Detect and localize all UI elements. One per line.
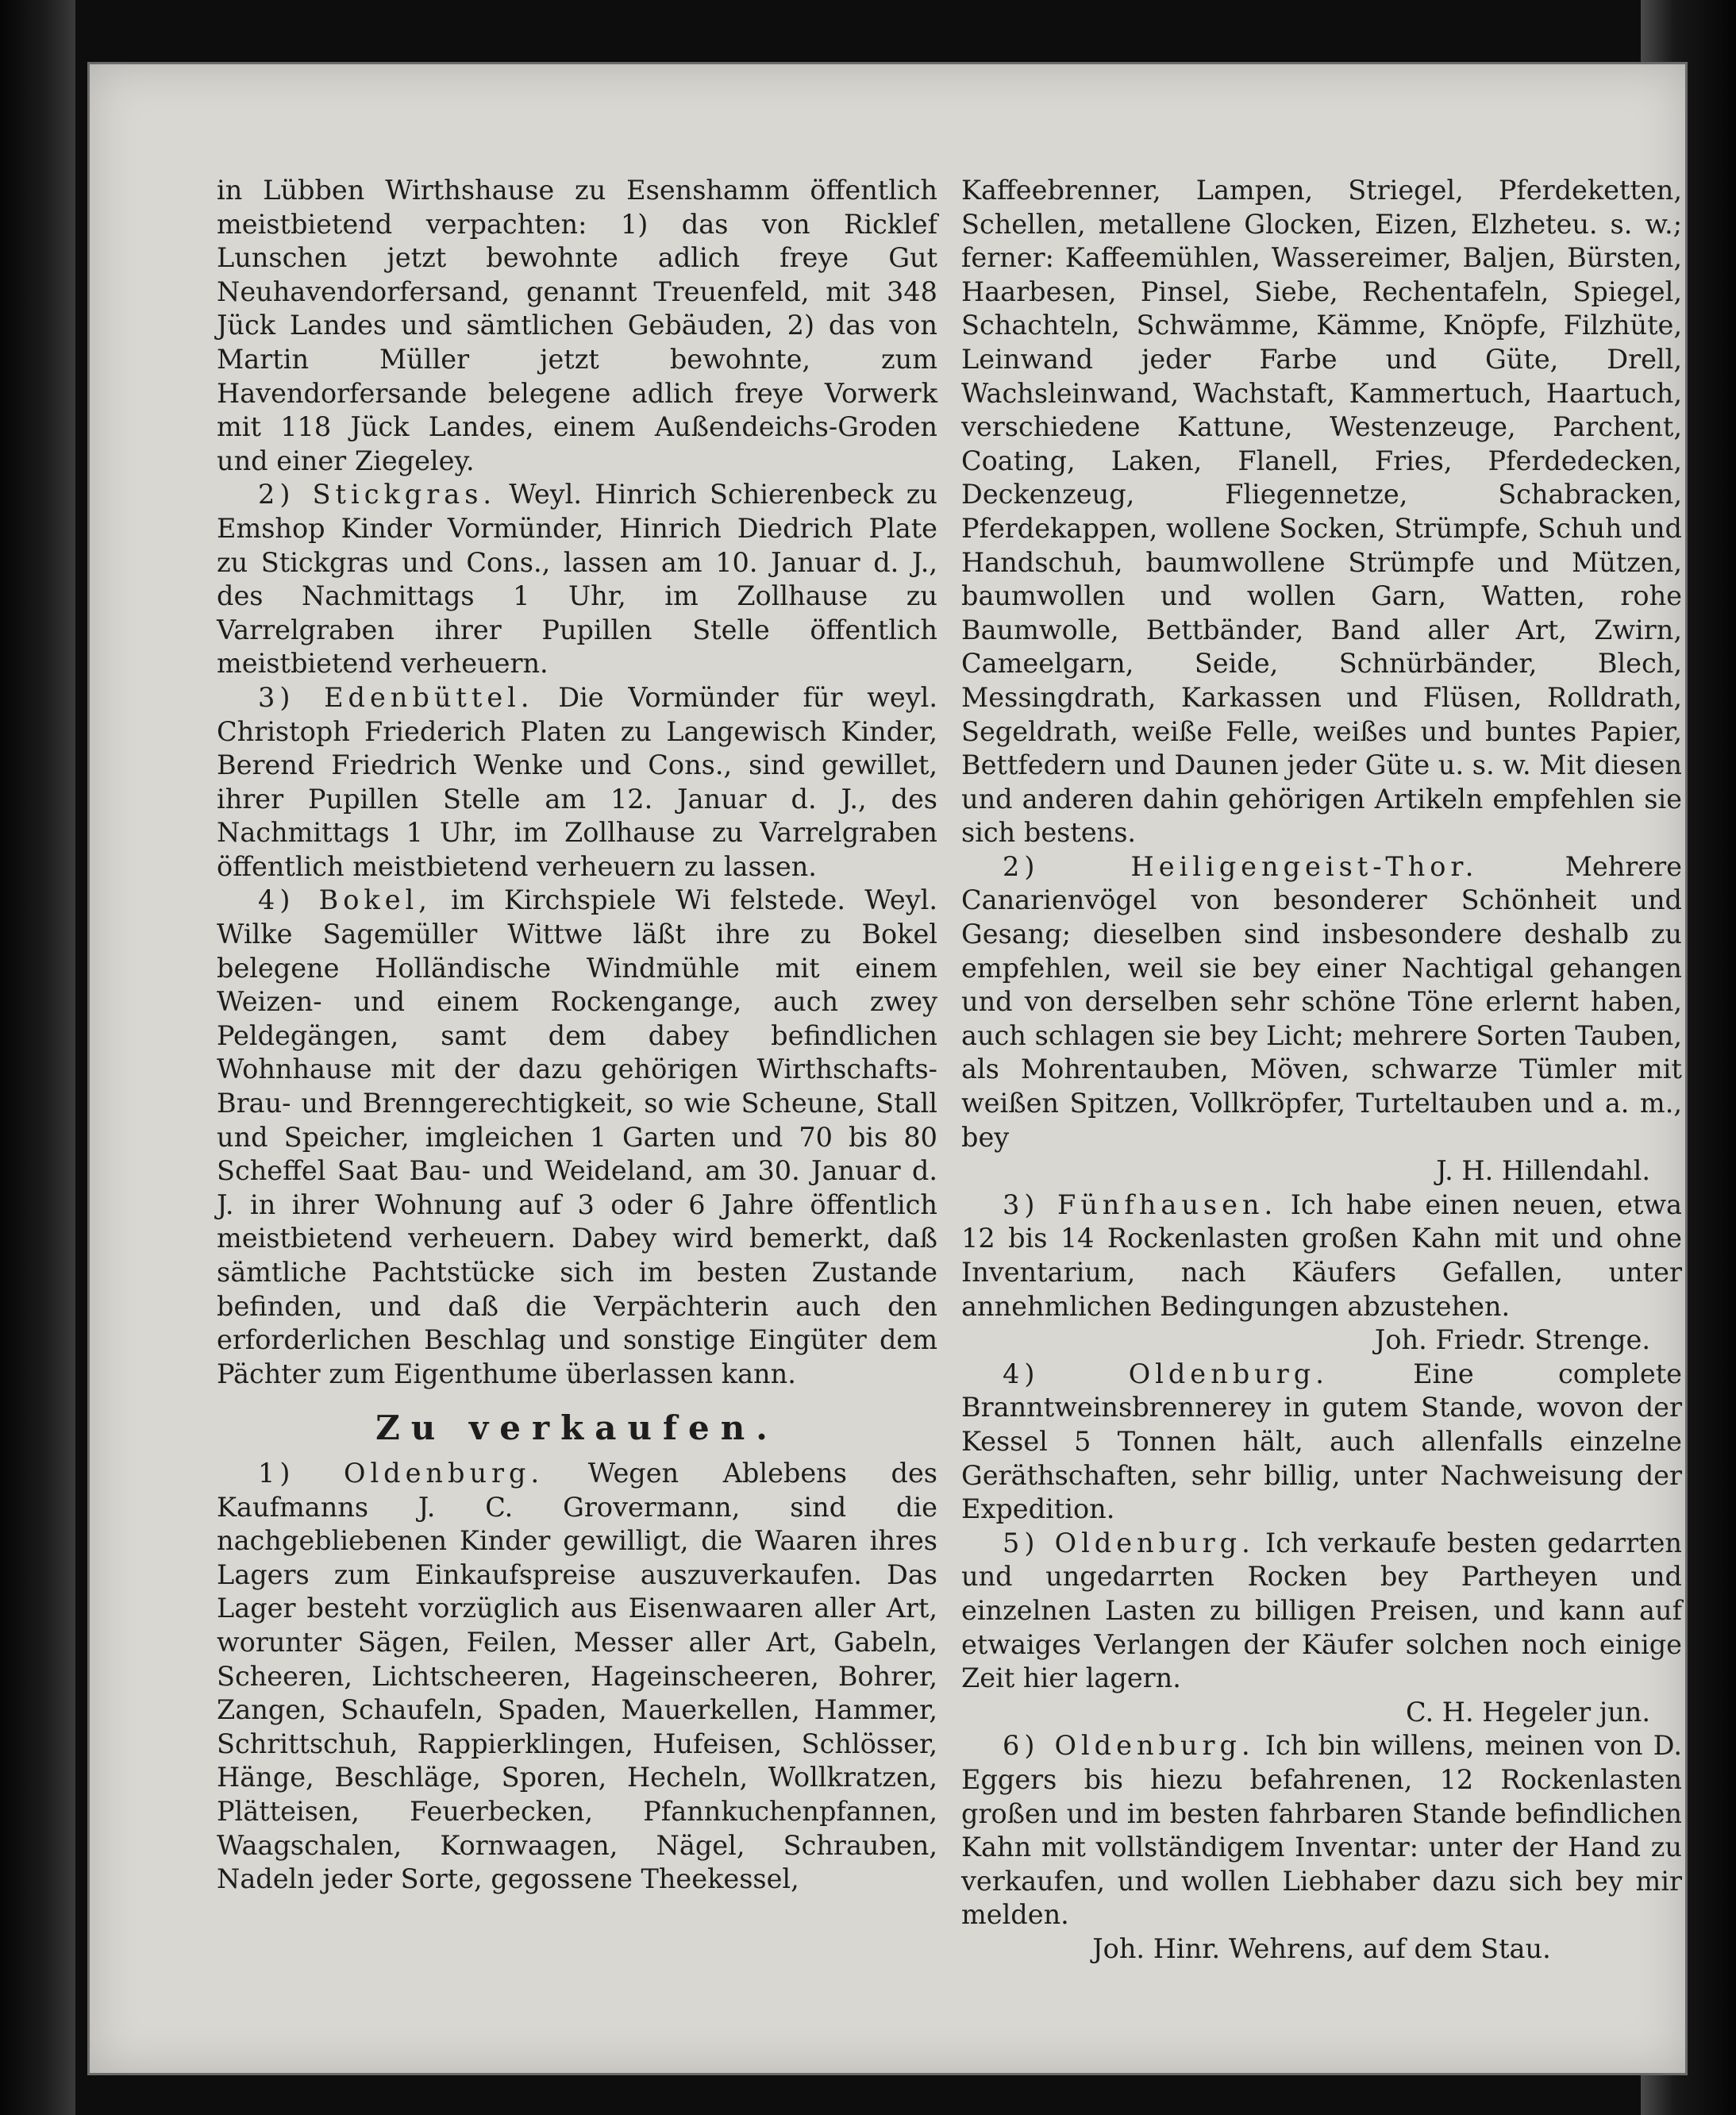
notice-stickgras [217,478,937,681]
sale-oldenburg-1-text: Wegen Ablebens des Kaufmanns J. C. Grovermann, sind die nachgebliebenen Kinder gewilligt, die Waaren ihres Lagers zum Einkaufspreise auszuverkaufen. Das Lager besteht vorzüglich aus Eisenwaaren aller Art, worunter Sägen, Feilen, Messer aller Art, Gabeln, Scheeren, Lichtscheeren, Hageinscheeren, Bohrer, Zangen, Schaufeln, Spaden, Mauerkellen, Hammer, Schrittschuh, Rappierklingen, Hufeisen, Schlösser, Hänge, Beschläge, Sporen, Hecheln, Wollkratzen, Plätteisen, Feuerbecken, Pfannkuchenpfannen, Waagschalen, Kornwaagen, Nägel, Schrauben, Nadeln jeder Sorte, gegossene Theekessel, [217,1457,937,1895]
sale-oldenburg-1-continued: Kaffeebrenner, Lampen, Striegel, Pferdeketten, Schellen, metallene Glocken, Eizen, Elzheteu. s. w.; ferner: Kaffeemühlen, Wassereimer, Baljen, Bürsten, Haarbesen, Pinsel, Siebe, Rechentafeln, Spiegel, Schachteln, Schwämme, Kämme, Knöpfe, Filzhüte, Leinwand jeder Farbe und Güte, Drell, Wachsleinwand, Wachstaft, Kammertuch, Haartuch, verschiedene Kattune, Westenzeuge, Parchent, Coating, Laken, Flanell, Fries, Pferdedecken, Deckenzeug, Fliegennetze, Schabracken, Pferdekappen, wollene Socken, Strümpfe, Schuh und Handschuh, baumwollene Strümpfe und Mützen, baumwollen und wollen Garn, Watten, rohe Baumwolle, Bettbänder, Band aller Art, Zwirn, Cameelgarn, Seide, Schnürbänder, Blech, Messingdrath, Karkassen und Flüsen, Rolldrath, Segeldrath, weiße Felle, weißes und buntes Papier, Bettfedern und Daunen jeder Güte u. s. w. Mit diesen und anderen dahin gehörigen Artikeln empfehlen sie sich bestens. [961,175,1682,849]
sale-oldenburg-5-signature: C. H. Hegeler jun. [1406,1696,1650,1728]
sale-oldenburg-4-label: 4) Oldenburg. [1003,1358,1329,1389]
scan-background-left [0,0,75,2115]
sale-oldenburg-5 [961,1527,1682,1696]
notice-bokel-label: 4) Bokel, [258,884,432,916]
sale-fuenfhausen-signature: Joh. Friedr. Strenge. [1374,1324,1650,1356]
newspaper-page [87,62,1688,2075]
intro-paragraph: in Lübben Wirthshause zu Esenshamm öffentlich meistbietend verpachten: 1) das von Ricklef Lunschen jetzt bewohnte adlich freye Gut Neuhavendorfersand, genannt Treuenfeld, mit 348 Jück Landes und sämtlichen Gebäuden, 2) das von Martin Müller jetzt bewohnte, zum Havendorfersande belegene adlich freye Vorwerk mit 118 Jück Landes, einem Außendeichs-Groden und einer Ziegeley. [217,175,937,476]
notice-bokel [217,884,937,1391]
notice-edenbuettel-text: Die Vormünder für weyl. Christoph Friederich Platen zu Langewisch Kinder, Berend Friedrich Wenke und Cons., sind gewillet, ihrer Pupillen Stelle am 12. Januar d. J., des Nachmittags 1 Uhr, im Zollhause zu Varrelgraben öffentlich meistbietend verheuern zu lassen. [217,681,937,882]
notice-edenbuettel-label: 3) Edenbüttel. [258,681,534,713]
sale-heiligengeist [961,850,1682,1154]
notice-stickgras-text: Weyl. Hinrich Schierenbeck zu Emshop Kinder Vormünder, Hinrich Diedrich Plate zu Stickgras und Cons., lassen am 10. Januar d. J., des Nachmittags 1 Uhr, im Zollhause zu Varrelgraben ihrer Pupillen Stelle öffentlich meistbietend verheuern. [217,479,937,680]
sale-fuenfhausen [961,1188,1682,1323]
sale-heiligengeist-signature: J. H. Hillendahl. [1436,1155,1650,1187]
notice-edenbuettel [217,681,937,884]
sale-oldenburg-6-label: 6) Oldenburg. [1003,1730,1255,1762]
notice-stickgras-label: 2) Stickgras. [258,479,497,510]
sale-heiligengeist-label: 2) Heiligengeist-Thor. [1003,850,1479,882]
left-column [217,174,937,1897]
sale-oldenburg-4-text: Eine complete Branntweinsbrennerey in gutem Stande, wovon der Kessel 5 Tonnen hält, auch allenfalls einzelne Geräthschaften, sehr billig, unter Nachweisung der Expedition. [961,1358,1682,1525]
right-column [961,174,1682,1966]
section-heading-zu-verkaufen: Zu verkaufen. [375,1408,779,1448]
sale-oldenburg-5-label: 5) Oldenburg. [1003,1527,1255,1558]
sale-oldenburg-1 [217,1457,937,1897]
sale-oldenburg-1-label: 1) Oldenburg. [258,1457,545,1489]
sale-fuenfhausen-label: 3) Fünfhausen. [1003,1188,1278,1220]
sale-fuenfhausen-text: Ich habe einen neuen, etwa 12 bis 14 Rockenlasten großen Kahn mit und ohne Inventarium, nach Käufers Gefallen, unter annehmlichen Bedingungen abzustehen. [961,1188,1682,1322]
sale-oldenburg-6 [961,1729,1682,1932]
sale-oldenburg-6-text: Ich bin willens, meinen von D. Eggers bis hiezu befahrenen, 12 Rockenlasten großen und im besten fahrbaren Stande befindlichen Kahn mit vollständigem Inventar: unter der Hand zu verkaufen, und wollen Liebhaber dazu sich bey mir melden. [961,1730,1682,1931]
notice-bokel-text: im Kirchspiele Wi felstede. Weyl. Wilke Sagemüller Wittwe läßt ihre zu Bokel belegene Holländische Windmühle mit einem Weizen- und einem Rockengange, auch zwey Peldegängen, samt dem dabey befindlichen Wohnhause mit der dazu gehörigen Wirthschafts-Brau- und Brenngerechtigkeit, so wie Scheune, Stall und Speicher, imgleichen 1 Garten und 70 bis 80 Scheffel Saat Bau- und Weideland, am 30. Januar d. J. in ihrer Wohnung auf 3 oder 6 Jahre öffentlich meistbietend verheuern. Dabey wird bemerkt, daß sämtliche Pachtstücke sich im besten Zustande befinden, und daß die Verpächterin auch den erforderlichen Beschlag und sonstige Eingüter dem Pächter zum Eigenthume überlassen kann. [217,884,938,1389]
sale-heiligengeist-text: Mehrere Canarienvögel von besonderer Schönheit und Gesang; dieselben sind insbesondere deshalb zu empfehlen, weil sie bey einer Nachtigal gehangen und von derselben sehr schöne Töne erlernt haben, auch schlagen sie bey Licht; mehrere Sorten Tauben, als Mohrentauben, Möven, schwarze Tümler mit weißen Spitzen, Vollkröpfer, Turteltauben und a. m., bey [961,850,1682,1153]
sale-oldenburg-4 [961,1358,1682,1527]
sale-oldenburg-6-signature: Joh. Hinr. Wehrens, auf dem Stau. [1092,1932,1551,1964]
sale-oldenburg-5-text: Ich verkaufe besten gedarrten und ungedarrten Rocken bey Partheyen und einzelnen Lasten zu billigen Preisen, und kann auf etwaiges Verlangen der Käufer solchen noch einige Zeit hier lagern. [961,1527,1682,1694]
